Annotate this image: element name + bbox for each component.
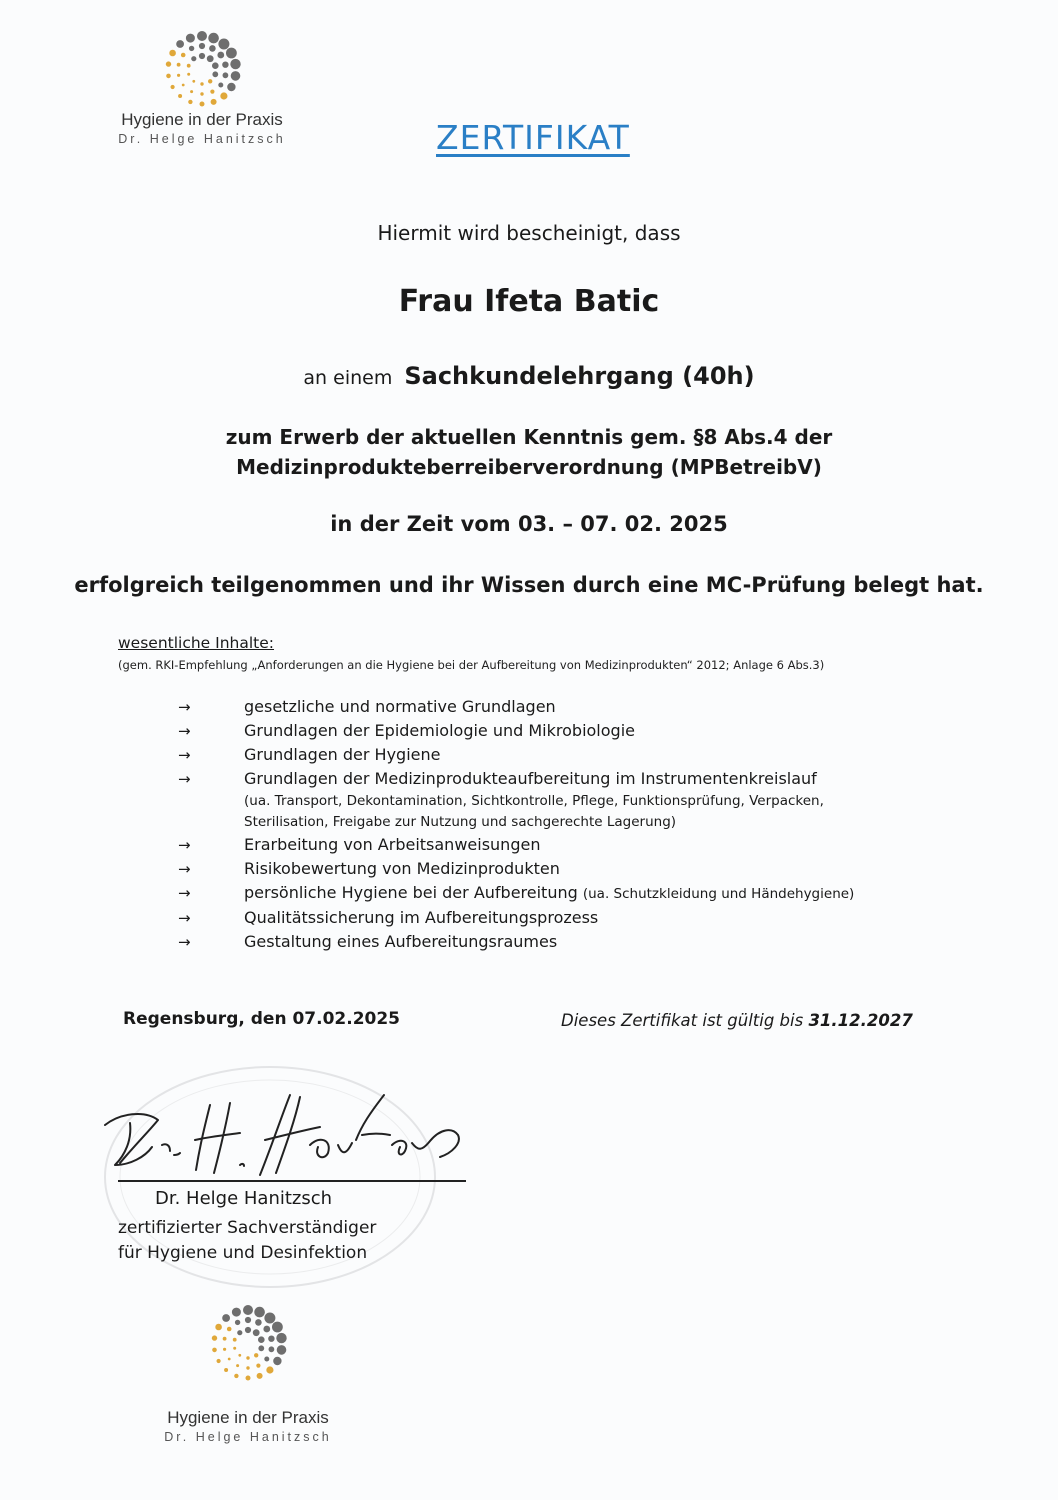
list-item: → Grundlagen der Medizinprodukteaufbereitung im Instrumentenkreislauf [178,767,938,791]
signer-name: Dr. Helge Hanitzsch [155,1188,333,1209]
contents-list [178,695,938,954]
list-item: → Erarbeitung von Arbeitsanweisungen [178,833,938,857]
list-item: → gesetzliche und normative Grundlagen [178,695,938,719]
result-statement: erfolgreich teilgenommen und ihr Wissen durch eine MC-Prüfung belegt hat. [74,573,984,597]
purpose-line-2: Medizinprodukteberreiberverordnung (MPBetreibV) [236,455,822,479]
logo-subtitle: Dr. Helge Hanitzsch [118,132,286,146]
recipient-name: Frau Ifeta Batic [398,284,660,319]
signature-line [118,1180,466,1182]
header-logo [102,30,302,146]
item-note-line-2: Sterilisation, Freigabe zur Nutzung und sachgerechte Lagerung) [244,814,677,830]
list-item: → Qualitätssicherung im Aufbereitungsprozess [178,906,938,930]
arrow-right-icon: → [178,722,191,740]
arrow-right-icon: → [178,860,191,878]
list-item: → persönliche Hygiene bei der Aufbereitung (ua. Schutzkleidung und Händehygiene) [178,881,938,906]
arrow-right-icon: → [178,884,191,902]
intro-text: Hiermit wird bescheinigt, dass [377,221,681,245]
list-item: → Grundlagen der Epidemiologie und Mikrobiologie [178,719,938,743]
logo-dots-icon [202,1304,294,1384]
course-name: Sachkundelehrgang (40h) [404,362,755,390]
course-row [0,362,1058,390]
contents-heading: wesentliche Inhalte: [118,634,275,652]
purpose-line-1: zum Erwerb der aktuellen Kenntnis gem. §8 Abs.4 der [225,425,833,449]
signer-role: zertifizierter Sachverständiger für Hygiene und Desinfektion [118,1218,377,1263]
place-date: Regensburg, den 07.02.2025 [123,1009,401,1029]
arrow-right-icon: → [178,933,191,951]
item-note-line-1: (ua. Transport, Dekontamination, Sichtkontrolle, Pflege, Funktionsprüfung, Verpacken, [244,793,824,809]
footer-logo [148,1304,348,1444]
arrow-right-icon: → [178,698,191,716]
signature-text: Dr. H. Hanitzsch [105,1179,113,1180]
list-item: → Grundlagen der Hygiene [178,743,938,767]
arrow-right-icon: → [178,746,191,764]
course-period: in der Zeit vom 03. – 07. 02. 2025 [330,512,728,536]
arrow-right-icon: → [178,770,191,788]
logo-name: Hygiene in der Praxis [167,1408,329,1427]
arrow-right-icon: → [178,909,191,927]
course-purpose [0,422,1058,482]
logo-dots-icon [156,30,248,110]
contents-reference: (gem. RKI-Empfehlung „Anforderungen an die Hygiene bei der Aufbereitung von Medizinprodukten“ 2012; Anlage 6 Abs.3) [118,658,825,672]
list-item: → Gestaltung eines Aufbereitungsraumes [178,930,938,954]
validity-date: 31.12.2027 [808,1011,913,1030]
certificate-title: ZERTIFIKAT [436,118,630,157]
arrow-right-icon: → [178,836,191,854]
course-prefix: an einem [303,367,393,389]
logo-subtitle: Dr. Helge Hanitzsch [164,1430,332,1444]
validity-statement: Dieses Zertifikat ist gültig bis 31.12.2027 [561,1011,913,1030]
logo-name: Hygiene in der Praxis [121,110,283,129]
list-item: → Risikobewertung von Medizinprodukten [178,857,938,881]
item-note: (ua. Schutzkleidung und Händehygiene) [582,886,855,902]
signature [100,1085,480,1180]
